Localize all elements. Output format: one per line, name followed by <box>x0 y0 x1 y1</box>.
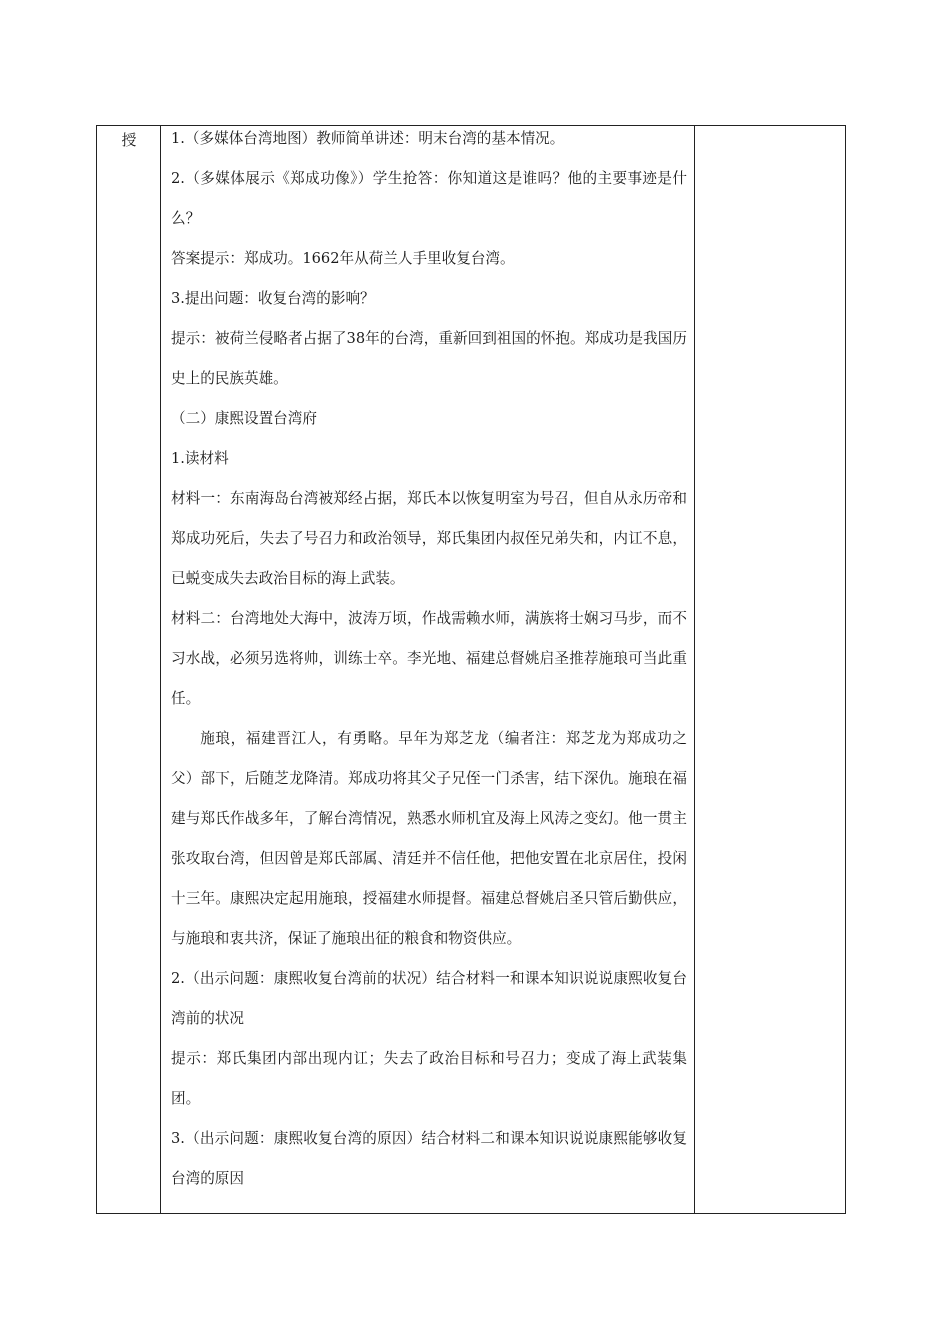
paragraph-impact-hint: 提示：被荷兰侵略者占据了38年的台湾，重新回到祖国的怀抱。郑成功是我国历史上的民族英雄。 <box>171 330 687 387</box>
paragraph-material-two: 材料二：台湾地处大海中，波涛万顷，作战需赖水师，满族将士娴习马步，而不习水战，必须另选将帅，训练士卒。李光地、福建总督姚启圣推荐施琅可当此重任。 <box>171 610 687 707</box>
notes-column <box>695 126 845 1213</box>
content-column <box>161 126 695 1213</box>
paragraph-read-materials: 1.读材料 <box>171 450 229 467</box>
content-body <box>171 126 687 1199</box>
stage-label: 授 <box>121 131 137 149</box>
paragraph-status-question: 2.（出示问题：康熙收复台湾前的状况）结合材料一和课本知识说说康熙收复台湾前的状况 <box>171 970 687 1027</box>
paragraph-portrait-question: 2.（多媒体展示《郑成功像》）学生抢答：你知道这是谁吗？他的主要事迹是什么？ <box>171 170 687 227</box>
paragraph-shi-lang: 施琅，福建晋江人，有勇略。早年为郑芝龙（编者注：郑芝龙为郑成功之父）部下，后随芝龙降清。郑成功将其父子兄侄一门杀害，结下深仇。施琅在福建与郑氏作战多年，了解台湾情况，熟悉水师机宜及海上风涛之变幻。他一贯主张攻取台湾，但因曾是郑氏部属、清廷并不信任他，把他安置在北京居住，投闲十三年。康熙决定起用施琅，授福建水师提督。福建总督姚启圣只管后勤供应，与施琅和衷共济，保证了施琅出征的粮食和物资供应。 <box>171 730 687 947</box>
section-heading: （二）康熙设置台湾府 <box>171 410 317 427</box>
paragraph-impact-question: 3.提出问题：收复台湾的影响？ <box>171 290 375 307</box>
paragraph-reason-question: 3.（出示问题：康熙收复台湾的原因）结合材料二和课本知识说说康熙能够收复台湾的原因 <box>171 1130 687 1187</box>
lesson-plan-table <box>96 125 846 1214</box>
paragraph-material-one: 材料一：东南海岛台湾被郑经占据，郑氏本以恢复明室为号召，但自从永历帝和郑成功死后，失去了号召力和政治领导，郑氏集团内叔侄兄弟失和，内讧不息，已蜕变成失去政治目标的海上武装。 <box>171 490 687 587</box>
stage-column <box>97 126 161 1213</box>
paragraph-status-hint: 提示：郑氏集团内部出现内讧；失去了政治目标和号召力；变成了海上武装集团。 <box>171 1050 687 1107</box>
paragraph-map-intro: 1.（多媒体台湾地图）教师简单讲述：明末台湾的基本情况。 <box>171 130 565 147</box>
paragraph-answer-hint: 答案提示：郑成功。1662年从荷兰人手里收复台湾。 <box>171 250 515 267</box>
